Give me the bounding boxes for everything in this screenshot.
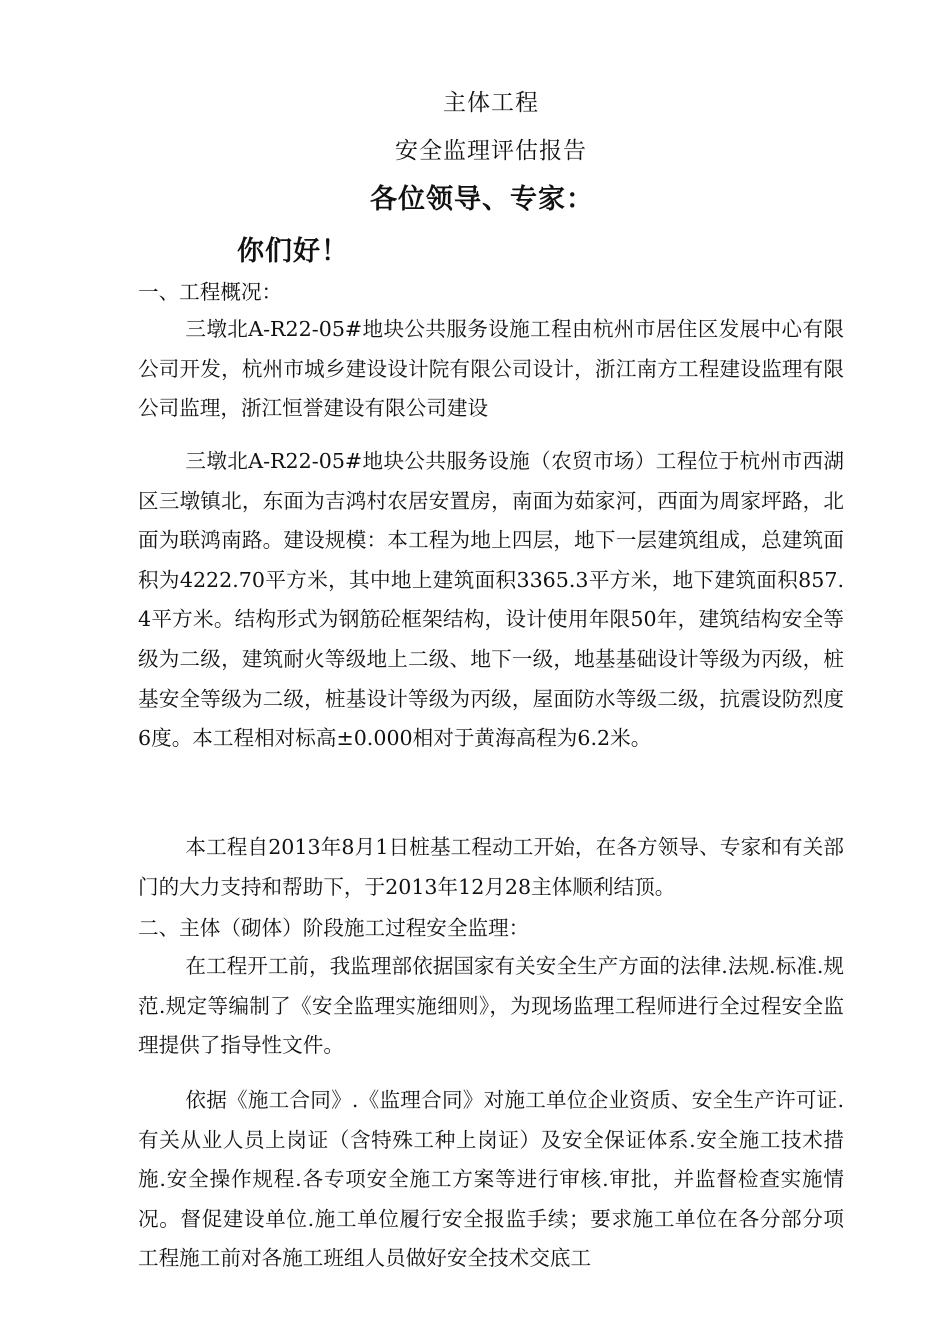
paragraph-project-location-scale: 三墩北A-R22-05#地块公共服务设施（农贸市场）工程位于杭州市西湖区三墩镇北，东面为吉鸿村农居安置房，南面为茹家河，西面为周家坪路，北面为联鸿南路。建设规模：本工程为地上四层，地下一层建筑组成，总建筑面积为4222.70平方米，其中地上建筑面积3365.3平方米，地下建筑面积857.4平方米。结构形式为钢筋砼框架结构，设计使用年限50年，建筑结构安全等级为二级，建筑耐火等级地上二级、地下一级，地基基础设计等级为丙级，桩基安全等级为二级，桩基设计等级为丙级，屋面防水等级二级，抗震设防烈度6度。本工程相对标高±0.000相对于黄海高程为6.2米。 (138, 449, 844, 751)
paragraph-contract-review: 依据《施工合同》.《监理合同》对施工单位企业资质、安全生产许可证.有关从业人员上岗证（含特殊工种上岗证）及安全保证体系.安全施工技术措施.安全操作规程.各专项安全施工方案等进行审核.审批，并监督检查实施情况。督促建设单位.施工单位履行安全报监手续；要求施工单位在各分部分项工程施工前对各施工班组人员做好安全技术交底工 (138, 1088, 844, 1271)
greeting-hello: 你们好！ (237, 236, 349, 267)
section-heading-safety-supervision: 二、主体（砌体）阶段施工过程安全监理： (138, 916, 530, 940)
section-heading-overview: 一、工程概况： (138, 280, 283, 304)
greeting-audience: 各位领导、专家： (370, 184, 594, 215)
paragraph-project-parties: 三墩北A-R22-05#地块公共服务设施工程由杭州市居住区发展中心有限公司开发，杭州市城乡建设设计院有限公司设计，浙江南方工程建设监理有限公司监理，浙江恒誉建设有限公司建设 (138, 317, 844, 421)
paragraph-project-timeline: 本工程自2013年8月1日桩基工程动工开始，在各方领导、专家和有关部门的大力支持和帮助下，于2013年12月28主体顺利结顶。 (138, 835, 844, 899)
document-title-line2: 安全监理评估报告 (395, 138, 587, 164)
document-title-line1: 主体工程 (443, 90, 539, 116)
paragraph-safety-rules: 在工程开工前，我监理部依据国家有关安全生产方面的法律.法规.标准.规范.规定等编制了《安全监理实施细则》，为现场监理工程师进行全过程安全监理提供了指导性文件。 (138, 954, 844, 1058)
